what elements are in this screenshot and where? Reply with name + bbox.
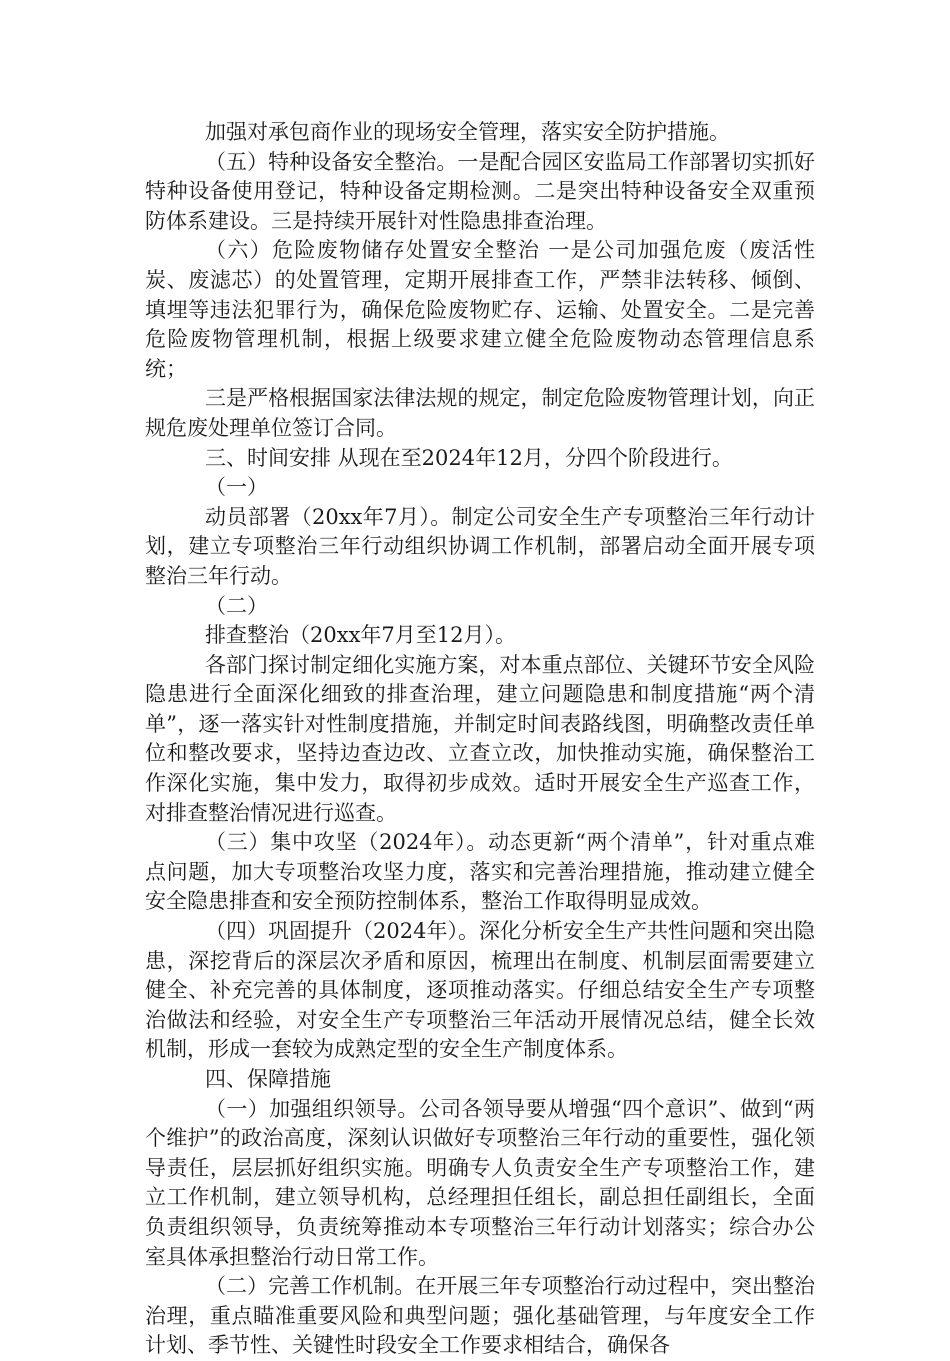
- paragraph-consolidation: （四）巩固提升（2024年）。深化分析安全生产共性问题和突出隐患，深挖背后的深层次矛盾和原因，梳理出在制度、机制层面需要建立健全、补充完善的具体制度，逐项推动落实。仔细总结安全生产专项整治做法和经验，对安全生产专项整治三年活动开展情况总结，健全长效机制，形成一套较为成熟定型的安全生产制度体系。: [145, 919, 815, 1062]
- stage-2-number: （二）: [205, 593, 268, 618]
- paragraph-leadership: （一）加强组织领导。公司各领导要从增强“四个意识”、做到“两个维护”的政治高度，深刻认识做好专项整治三年行动的重要性，强化领导责任，层层抓好组织实施。明确专人负责安全生产专项整治工作，建立工作机制，建立领导机构，总经理担任组长，副总担任副组长，全面负责组织领导，负责统筹推动本专项整治三年行动计划落实；综合办公室具体承担整治行动日常工作。: [145, 1096, 815, 1269]
- stage-1-number: （一）: [205, 475, 268, 500]
- paragraph-mobilization: 动员部署（20xx年7月）。制定公司安全生产专项整治三年行动计划，建立专项整治三年行动组织协调工作机制，部署启动全面开展专项整治三年行动。: [145, 504, 815, 588]
- paragraph-contractor-safety: 加强对承包商作业的现场安全管理，落实安全防护措施。: [205, 120, 730, 144]
- paragraph-concentrated-effort: （三）集中攻坚（2024年）。动态更新“两个清单”，针对重点难点问题，加大专项整治攻坚力度，落实和完善治理措施，推动建立健全安全隐患排查和安全预防控制体系，整治工作取得明显成效。: [145, 830, 815, 914]
- paragraph-hazardous-waste: （六）危险废物储存处置安全整治 一是公司加强危废（废活性炭、废滤芯）的处置管理，定期开展排查工作，严禁非法转移、倾倒、填埋等违法犯罪行为，确保危险废物贮存、运输、处置安全。二是完善危险废物管理机制，根据上级要求建立健全危险废物动态管理信息系统；: [145, 238, 815, 381]
- paragraph-work-mechanism: （二）完善工作机制。在开展三年专项整治行动过程中，突出整治治理，重点瞄准重要风险和典型问题；强化基础管理，与年度安全工作计划、季节性、关键性时段安全工作要求相结合，确保各: [145, 1274, 815, 1358]
- paragraph-inspection-title: 排查整治（20xx年7月至12月）。: [205, 623, 516, 648]
- paragraph-inspection: 各部门探讨制定细化实施方案，对本重点部位、关键环节安全风险隐患进行全面深化细致的排查治理，建立问题隐患和制度措施“两个清单”，逐一落实针对性制度措施，并制定时间表路线图，明确整改责任单位和整改要求，坚持边查边改、立查立改，加快推动实施，确保整治工作深化实施，集中发力，取得初步成效。适时开展安全生产巡查工作，对排查整治情况进行巡查。: [145, 652, 815, 825]
- heading-safeguards: 四、保障措施: [205, 1067, 331, 1091]
- heading-schedule: 三、时间安排 从现在至2024年12月，分四个阶段进行。: [205, 445, 733, 470]
- document-page: [145, 118, 815, 1361]
- paragraph-hazardous-waste-plan: 三是严格根据国家法律法规的规定，制定危险废物管理计划，向正规危废处理单位签订合同。: [145, 386, 815, 440]
- paragraph-special-equipment: （五）特种设备安全整治。一是配合园区安监局工作部署切实抓好特种设备使用登记，特种设备定期检测。二是突出特种设备安全双重预防体系建设。三是持续开展针对性隐患排查治理。: [145, 149, 815, 233]
